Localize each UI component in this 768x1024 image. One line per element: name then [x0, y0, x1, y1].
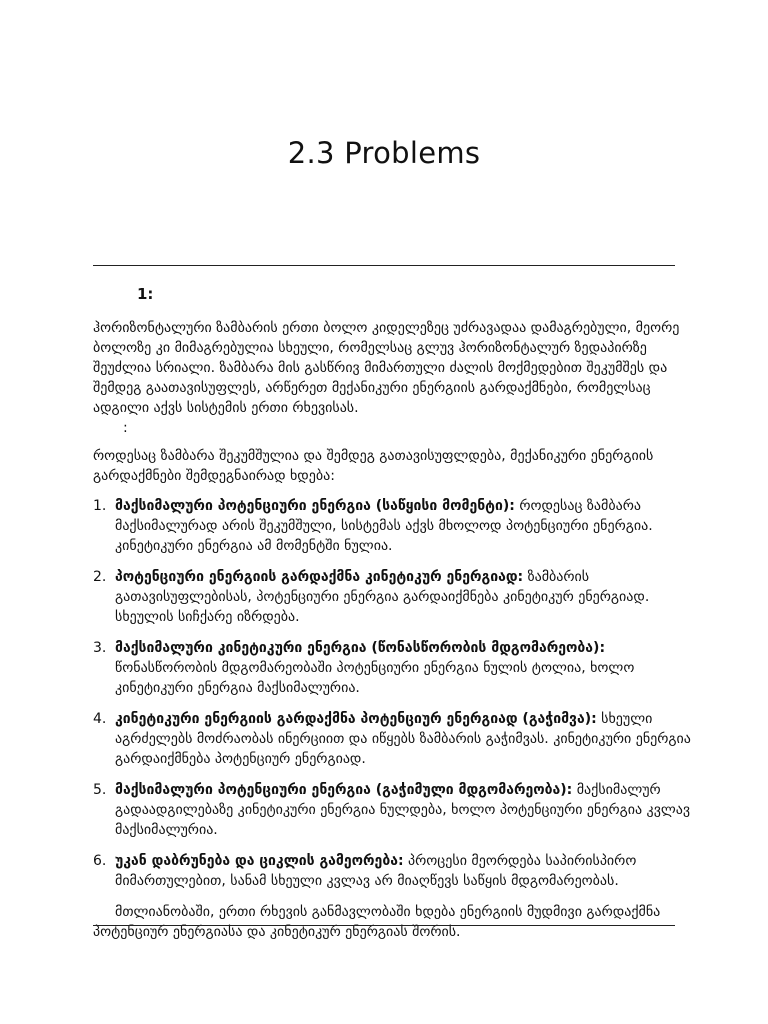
- list-item: [93, 567, 693, 627]
- top-rule: [93, 265, 675, 266]
- step-title: მაქსიმალური პოტენციური ენერგია (საწყისი მომენტი):: [115, 498, 515, 514]
- list-item: [93, 709, 693, 769]
- answer-intro: როდესაც ზამბარა შეკუმშულია და შემდეგ გათავისუფლდება, მექანიკური ენერგიის გარდაქმნები შემდეგნაირად ხდება:: [93, 448, 654, 484]
- step-number: 3.: [93, 640, 107, 656]
- section-title: 2.3 Problems: [287, 136, 481, 170]
- list-item: [93, 851, 693, 891]
- problem-number: 1:: [137, 285, 154, 303]
- step-title: მაქსიმალური პოტენციური ენერგია (გაჭიმული მდგომარეობა):: [115, 782, 573, 798]
- step-text: პროცესი მეორდება საპირისპირო მიმართულებით, სანამ სხეული კვლავ არ მიაღწევს საწყის მდგომარეობას.: [115, 853, 637, 889]
- step-text: ზამბარის გათავისუფლებისას, პოტენციური ენერგია გარდაიქმნება კინეტიკურ ენერგიად. სხეულის სიჩქარე იზრდება.: [115, 569, 650, 625]
- problem-statement: ჰორიზონტალური ზამბარის ერთი ბოლო კიდელეზეც უძრავადაა დამაგრებული, მეორე ბოლოზე კი მიმაგრებულია სხეული, რომელსაც გლუვ ჰორიზონტალურ ზედაპირზე შეუძლია სრიალი. ზამბარა მის გასწრივ მიმართული ძალის მოქმედებით შეკუმშეს და შემდეგ გაათავისუფლეს, არწერეთ მექანიკური ენერგიის გარდაქმნები, რომელსაც ადგილი აქვს სისტემის ერთი რხევისას.: [93, 320, 680, 416]
- list-item: [93, 638, 693, 698]
- list-item: [93, 780, 693, 840]
- step-text: სხეული აგრძელებს მოძრაობას ინერციით და იწყებს ზამბარის გაჭიმვას. კინეტიკური ენერგია გარდაიქმნება პოტენციურ ენერგიად.: [115, 711, 691, 767]
- step-number: 1.: [93, 498, 107, 514]
- list-item: [93, 496, 693, 556]
- step-number: 5.: [93, 782, 107, 798]
- step-number: 2.: [93, 569, 107, 585]
- step-text: მაქსიმალურ გადაადგილებაზე კინეტიკური ენერგია ნულდება, ხოლო პოტენციური ენერგია კვლავ მაქსიმალურია.: [115, 782, 691, 838]
- step-title: მაქსიმალური კინეტიკური ენერგია (წონასწორობის მდგომარეობა):: [115, 640, 606, 656]
- step-title: პოტენციური ენერგიის გარდაქმნა კინეტიკურ ენერგიად:: [115, 569, 524, 585]
- conclusion-paragraph: მთლიანობაში, ერთი რხევის განმავლობაში ხდება ენერგიის მუდმივი გარდაქმნა პოტენციურ ენერგიასა და კინეტიკურ ენერგიას შორის.: [93, 904, 661, 940]
- step-text: როდესაც ზამბარა მაქსიმალურად არის შეკუმშული, სისტემას აქვს მხოლოდ პოტენციური ენერგია. კინეტიკური ენერგია ამ მომენტში ნულია.: [115, 498, 653, 554]
- bottom-rule: [93, 925, 675, 926]
- step-title: უკან დაბრუნება და ციკლის გამეორება:: [115, 853, 404, 869]
- problem-content: [93, 284, 693, 942]
- steps-list: [93, 496, 693, 891]
- answer-label: :: [123, 420, 128, 436]
- step-number: 6.: [93, 853, 107, 869]
- step-number: 4.: [93, 711, 107, 727]
- step-title: კინეტიკური ენერგიის გარდაქმნა პოტენციურ ენერგიად (გაჭიმვა):: [115, 711, 597, 727]
- step-text: წონასწორობის მდგომარეობაში პოტენციური ენერგია ნულის ტოლია, ხოლო კინეტიკური ენერგია მაქსიმალურია.: [115, 660, 635, 696]
